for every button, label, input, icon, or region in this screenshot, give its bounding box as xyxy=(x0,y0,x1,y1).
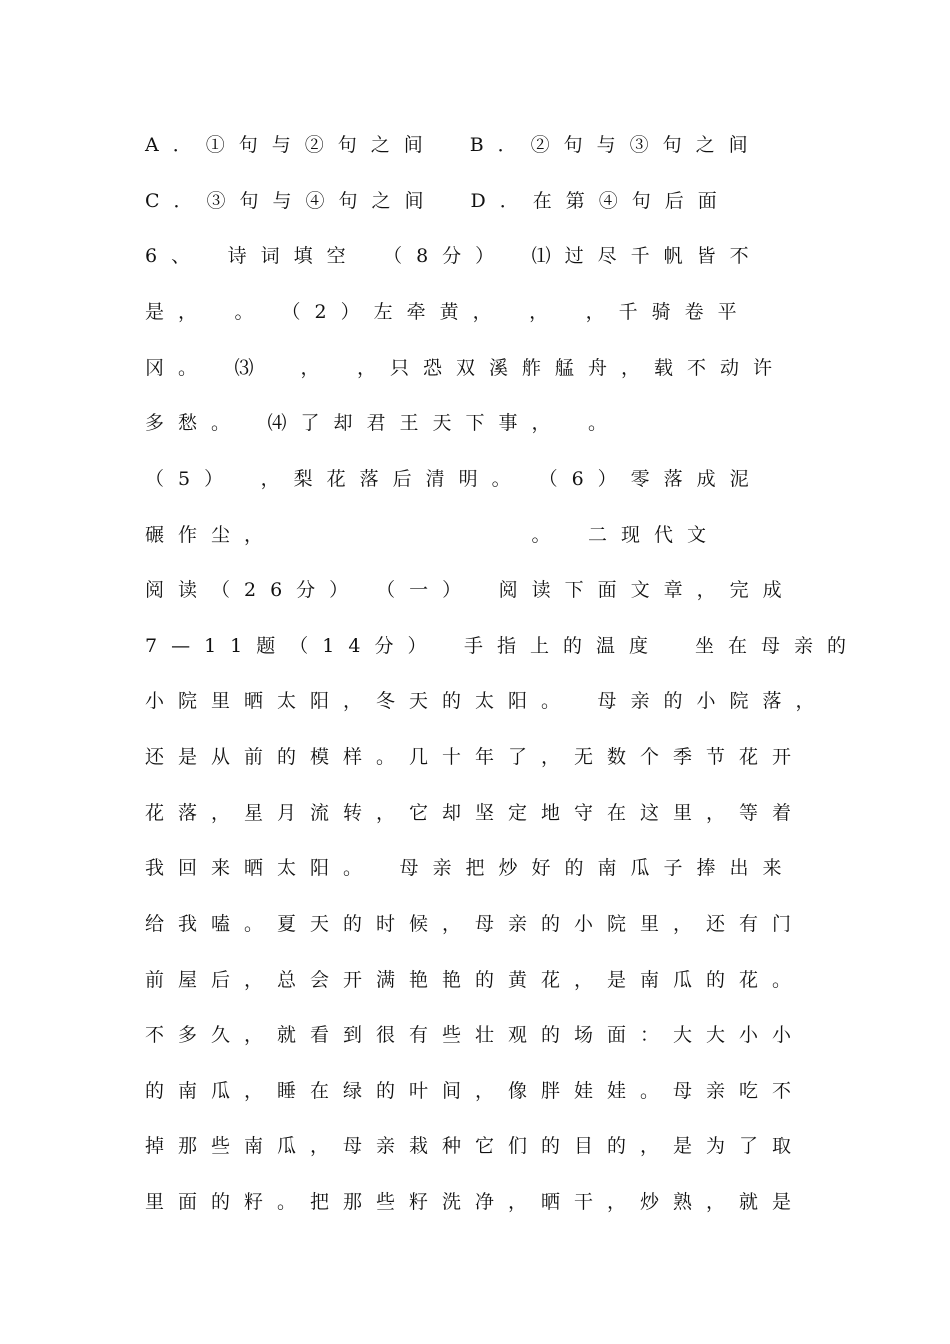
text-line: 6、 诗词填空 （8分） ⑴过尽千帆皆不 xyxy=(145,245,763,267)
text-line: C．③句与④句之间 D．在第④句后面 xyxy=(145,190,731,212)
text-line: 我回来晒太阳。 母亲把炒好的南瓜子捧出来 xyxy=(145,857,796,879)
text-line: 掉那些南瓜，母亲栽种它们的目的，是为了取 xyxy=(145,1135,806,1157)
text-line: （5） ，梨花落后清明。 （6）零落成泥 xyxy=(145,468,763,490)
text-line: 里面的籽。把那些籽洗净，晒干，炒熟，就是 xyxy=(145,1191,806,1213)
text-line: 阅读（26分） （一） 阅读下面文章，完成 xyxy=(145,579,796,601)
text-line: 给我嗑。夏天的时候，母亲的小院里，还有门 xyxy=(145,913,806,935)
text-line: 花落，星月流转，它却坚定地守在这里，等着 xyxy=(145,802,806,824)
text-line: 还是从前的模样。几十年了，无数个季节花开 xyxy=(145,746,806,768)
text-line: 多愁。 ⑷了却君王天下事， 。 xyxy=(145,412,622,434)
text-line: A．①句与②句之间 B．②句与③句之间 xyxy=(145,134,762,156)
text-line: 7—11题（14分） 手指上的温度 坐在母亲的 xyxy=(145,635,860,657)
text-line: 冈。 ⑶ ， ，只恐双溪舴艋舟，载不动许 xyxy=(145,357,787,379)
text-line: 不多久，就看到很有些壮观的场面：大大小小 xyxy=(145,1024,806,1046)
text-line: 的南瓜，睡在绿的叶间，像胖娃娃。母亲吃不 xyxy=(145,1080,806,1102)
text-line: 碾作尘， 。 二现代文 xyxy=(145,524,721,546)
text-line: 小院里晒太阳，冬天的太阳。 母亲的小院落， xyxy=(145,690,829,712)
text-line: 是， 。 （2）左牵黄， ， ，千骑卷平 xyxy=(145,301,751,323)
text-line: 前屋后，总会开满艳艳的黄花，是南瓜的花。 xyxy=(145,969,806,991)
